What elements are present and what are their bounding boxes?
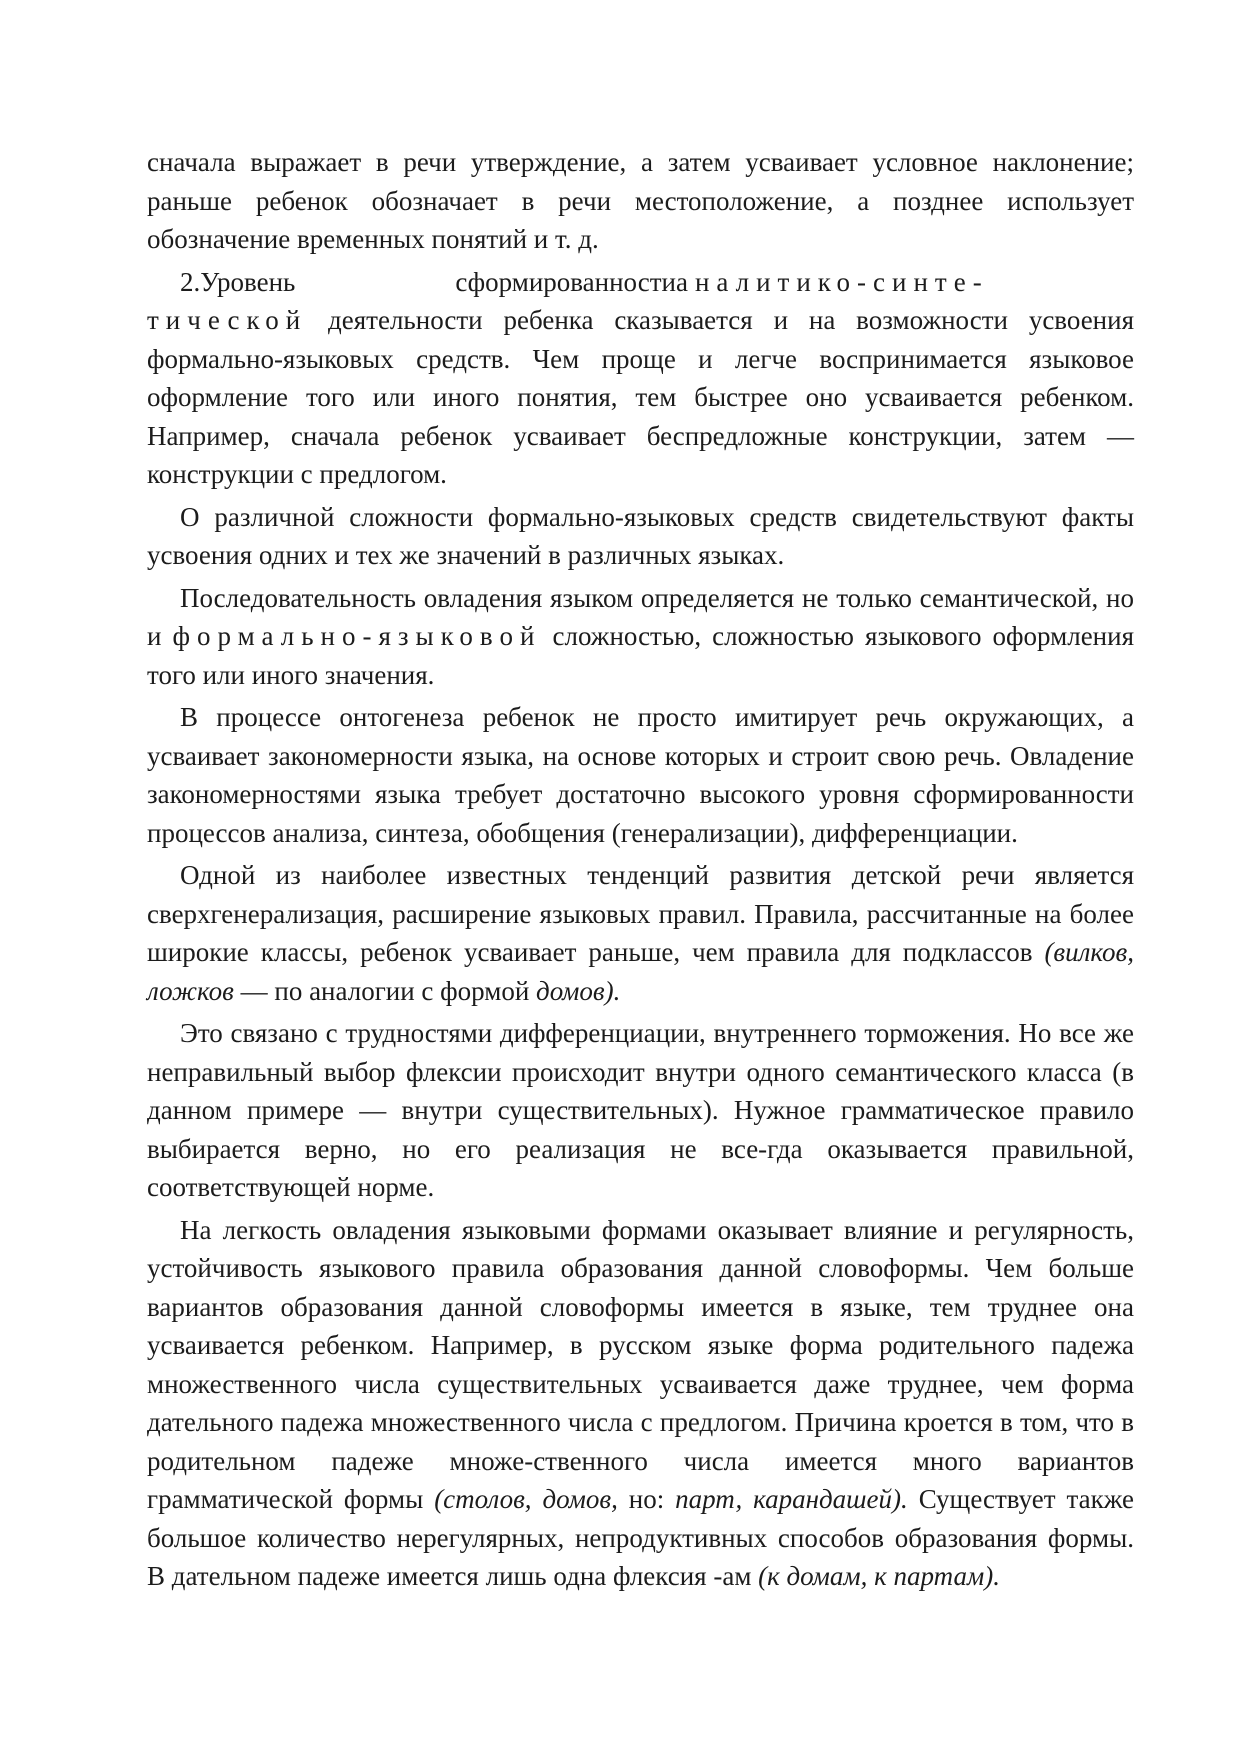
paragraph-8 [147, 1211, 1134, 1596]
paragraph-6 [147, 856, 1134, 1010]
paragraph-3 [147, 498, 1134, 575]
italic-example: (к домам, к партам). [758, 1561, 1000, 1591]
text-segment: но: [617, 1484, 676, 1514]
text-segment: — по аналогии с формой [233, 975, 537, 1006]
text-segment: О различной сложности формально-языковых средств свидетельствуют факты усвоения одних и тех же значений в различных языках. [147, 501, 1134, 570]
paragraph-1 [147, 143, 1134, 259]
spaced-emphasis-text: аналитико-синте-тической [147, 266, 989, 335]
italic-example: (вилков, ложков [147, 937, 1134, 1006]
italic-example: парт, карандашей). [675, 1484, 908, 1514]
paragraph-4 [147, 579, 1134, 695]
text-segment: На легкость овладения языковыми формами оказывает влияние и регулярность, устойчивость языкового правила образования данной словоформы. Чем больше вариантов образования данной словоформы имеется в языке, тем труднее она усваивается ребенком. Например, в русском языке форма родительного падежа множественного числа существительных усваивается даже труднее, чем форма дательного падежа множественного числа с предлогом. Причина кроется в том, что в родительном падеже множе-ственного числа имеется много вариантов грамматической формы [147, 1214, 1134, 1514]
text-segment: сначала выражает в речи утверждение, а затем усваивает условное наклонение; раньше ребенок обозначает в речи местоположение, а позднее использует обозначение временных понятий и т. д. [147, 147, 1134, 254]
text-segment: Это связано с трудностями дифференциации, внутреннего торможения. Но все же неправильный выбор флексии происходит внутри одного семантического класса (в данном примере — внутри существительных). Нужное грамматическое правило выбирается верно, но его реализация не все-гда оказывается правильной, соответствующей норме. [147, 1018, 1134, 1202]
text-segment: В процессе онтогенеза ребенок не просто имитирует речь окружающих, а усваивает закономерности языка, на основе которых и строит свою речь. Овладение закономерностями языка требует достаточно высокого уровня сформированности процессов анализа, синтеза, обобщения (генерализации), дифференциации. [147, 702, 1134, 848]
text-segment: деятельности ребенка сказывается и на возможности усвоения формально-языковых средств. Чем проще и легче воспринимается языковое оформление того или иного понятия, тем быстрее оно усваивается ребенком. Например, сначала ребенок усваивает беспредложные конструкции, затем — конструкции с предлогом. [147, 305, 1134, 489]
text-segment: сформированности [455, 266, 676, 297]
paragraph-7 [147, 1014, 1134, 1207]
text-segment: сложностью, сложностью языкового оформления того или иного значения. [147, 621, 1134, 690]
text-segment: 2.Уровень [180, 266, 296, 297]
paragraph-2 [147, 263, 1134, 494]
paragraph-5 [147, 698, 1134, 852]
text-segment: Существует также большое количество нерегулярных, непродуктивных способов образования формы. В дательном падеже имеется лишь одна флексия -ам [147, 1484, 1134, 1591]
text-segment: Одной из наиболее известных тенденций развития детской речи является сверхгенерализация, расширение языковых правил. Правила, рассчитанные на более широкие классы, ребенок усваивает раньше, чем правила для подклассов [147, 860, 1134, 967]
text-segment: Последовательность овладения языком определяется не только семантической, но и [147, 582, 1134, 651]
italic-example: (столов, домов, [434, 1484, 618, 1514]
spaced-emphasis-text: формально-языковой [172, 621, 542, 651]
italic-example: домов). [536, 975, 621, 1006]
